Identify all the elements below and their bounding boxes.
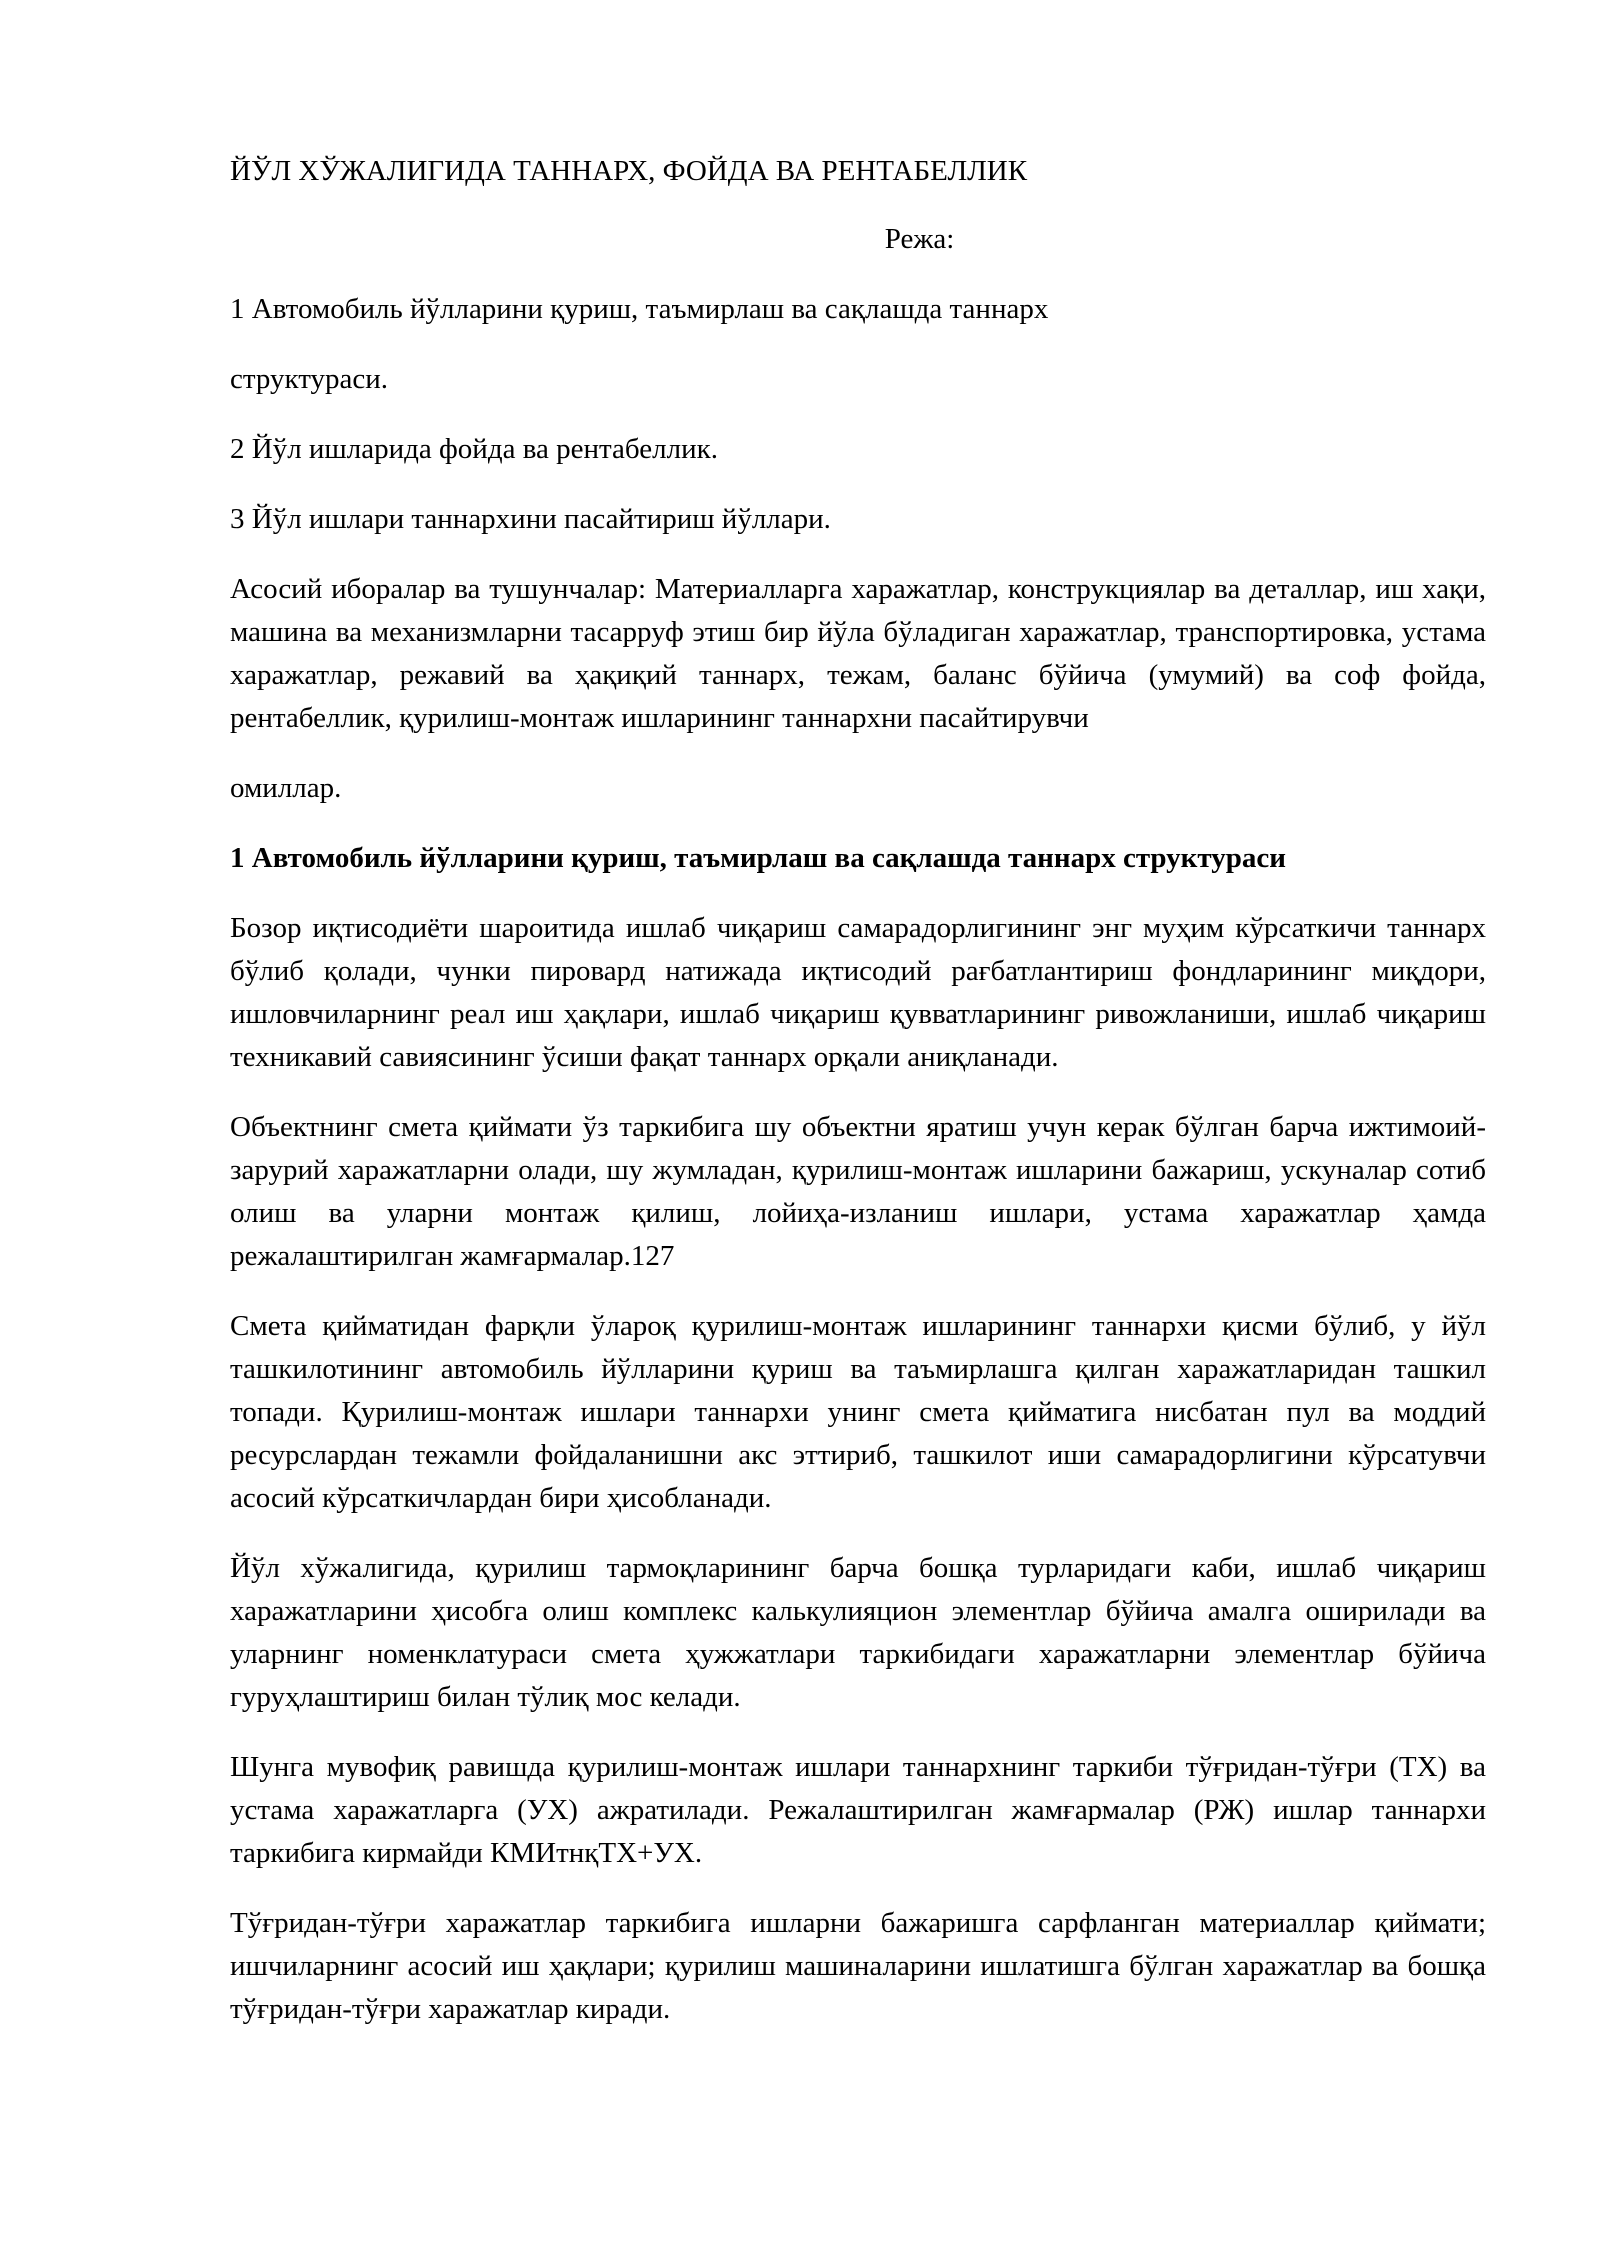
body-paragraph: Тўғридан-тўғри харажатлар таркибига ишларни бажаришга сарфланган материаллар қиймати; ишчиларнинг асосий иш ҳақлари; қурилиш машиналарини ишлатишга бўлган харажатлар ва бошқа тўғридан-тўғри харажатлар киради.: [230, 1907, 1486, 2025]
section-heading: 1 Автомобиль йўлларини қуриш, таъмирлаш ва сақлашда таннарх структураси: [230, 842, 1286, 874]
body-paragraph: Смета қийматидан фарқли ўлароқ қурилиш-монтаж ишларининг таннархи қисми бўлиб, у йўл ташкилотининг автомобиль йўлларини қуриш ва таъмирлашга қилган харажатларидан ташкил топади. Қурилиш-монтаж ишлари таннархи унинг смета қийматига нисбатан пул ва моддий ресурслардан тежамли фойдаланишни акс эттириб, ташкилот иши самарадорлигини кўрсатувчи асосий кўрсаткичлардан бири ҳисобланади.: [230, 1310, 1486, 1514]
body-paragraph: Йўл хўжалигида, қурилиш тармоқларининг барча бошқа турларидаги каби, ишлаб чиқариш харажатларини ҳисобга олиш комплекс калькулияцион элементлар бўйича амалга оширилади ва уларнинг номенклатураси смета ҳужжатлари таркибидаги харажатларни элементлар бўйича гуруҳлаштириш билан тўлиқ мос келади.: [230, 1552, 1486, 1713]
document-title: ЙЎЛ ХЎЖАЛИГИДА ТАННАРХ, ФОЙДА ВА РЕНТАБЕЛЛИК: [230, 155, 1028, 187]
plan-item-3: 3 Йўл ишлари таннархини пасайтириш йўллари.: [230, 503, 831, 535]
plan-item-1: 1 Автомобиль йўлларини қуриш, таъмирлаш ва сақлашда таннарх: [230, 293, 1049, 325]
plan-item-2: 2 Йўл ишларида фойда ва рентабеллик.: [230, 433, 718, 465]
keywords-paragraph-end: омиллар.: [230, 772, 342, 804]
plan-item-1-continued: структураси.: [230, 363, 389, 395]
body-paragraph: Бозор иқтисодиёти шароитида ишлаб чиқариш самарадорлигининг энг муҳим кўрсаткичи таннарх бўлиб қолади, чунки пировард натижада иқтисодий рағбатлантириш фондларининг миқдори, ишловчиларнинг реал иш ҳақлари, ишлаб чиқариш қувватларининг ривожланиши, ишлаб чиқариш техникавий савиясининг ўсиши фақат таннарх орқали аниқланади.: [230, 912, 1486, 1073]
plan-heading: Режа:: [884, 223, 955, 255]
body-paragraph: Шунга мувофиқ равишда қурилиш-монтаж ишлари таннархнинг таркиби тўғридан-тўғри (ТХ) ва устама харажатларга (УХ) ажратилади. Режалаштирилган жамғармалар (РЖ) ишлар таннархи таркибига кирмайди КМИтнқТХ+УХ.: [230, 1751, 1486, 1869]
document-body: [230, 150, 1486, 2058]
body-paragraph: Объектнинг смета қиймати ўз таркибига шу объектни яратиш учун керак бўлган барча ижтимоий-зарурий харажатларни олади, шу жумладан, қурилиш-монтаж ишларини бажариш, ускуналар сотиб олиш ва уларни монтаж қилиш, лойиҳа-изланиш ишлари, устама харажатлар ҳамда режалаштирилган жамғармалар.127: [230, 1111, 1486, 1272]
keywords-paragraph: Асосий иборалар ва тушунчалар: Материалларга харажатлар, конструкциялар ва деталлар, иш хақи, машина ва механизмларни тасарруф этиш бир йўла бўладиган харажатлар, транспортировка, устама харажатлар, режавий ва ҳақиқий таннарх, тежам, баланс бўйича (умумий) ва соф фойда, рентабеллик, қурилиш-монтаж ишларининг таннархни пасайтирувчи: [230, 573, 1486, 734]
